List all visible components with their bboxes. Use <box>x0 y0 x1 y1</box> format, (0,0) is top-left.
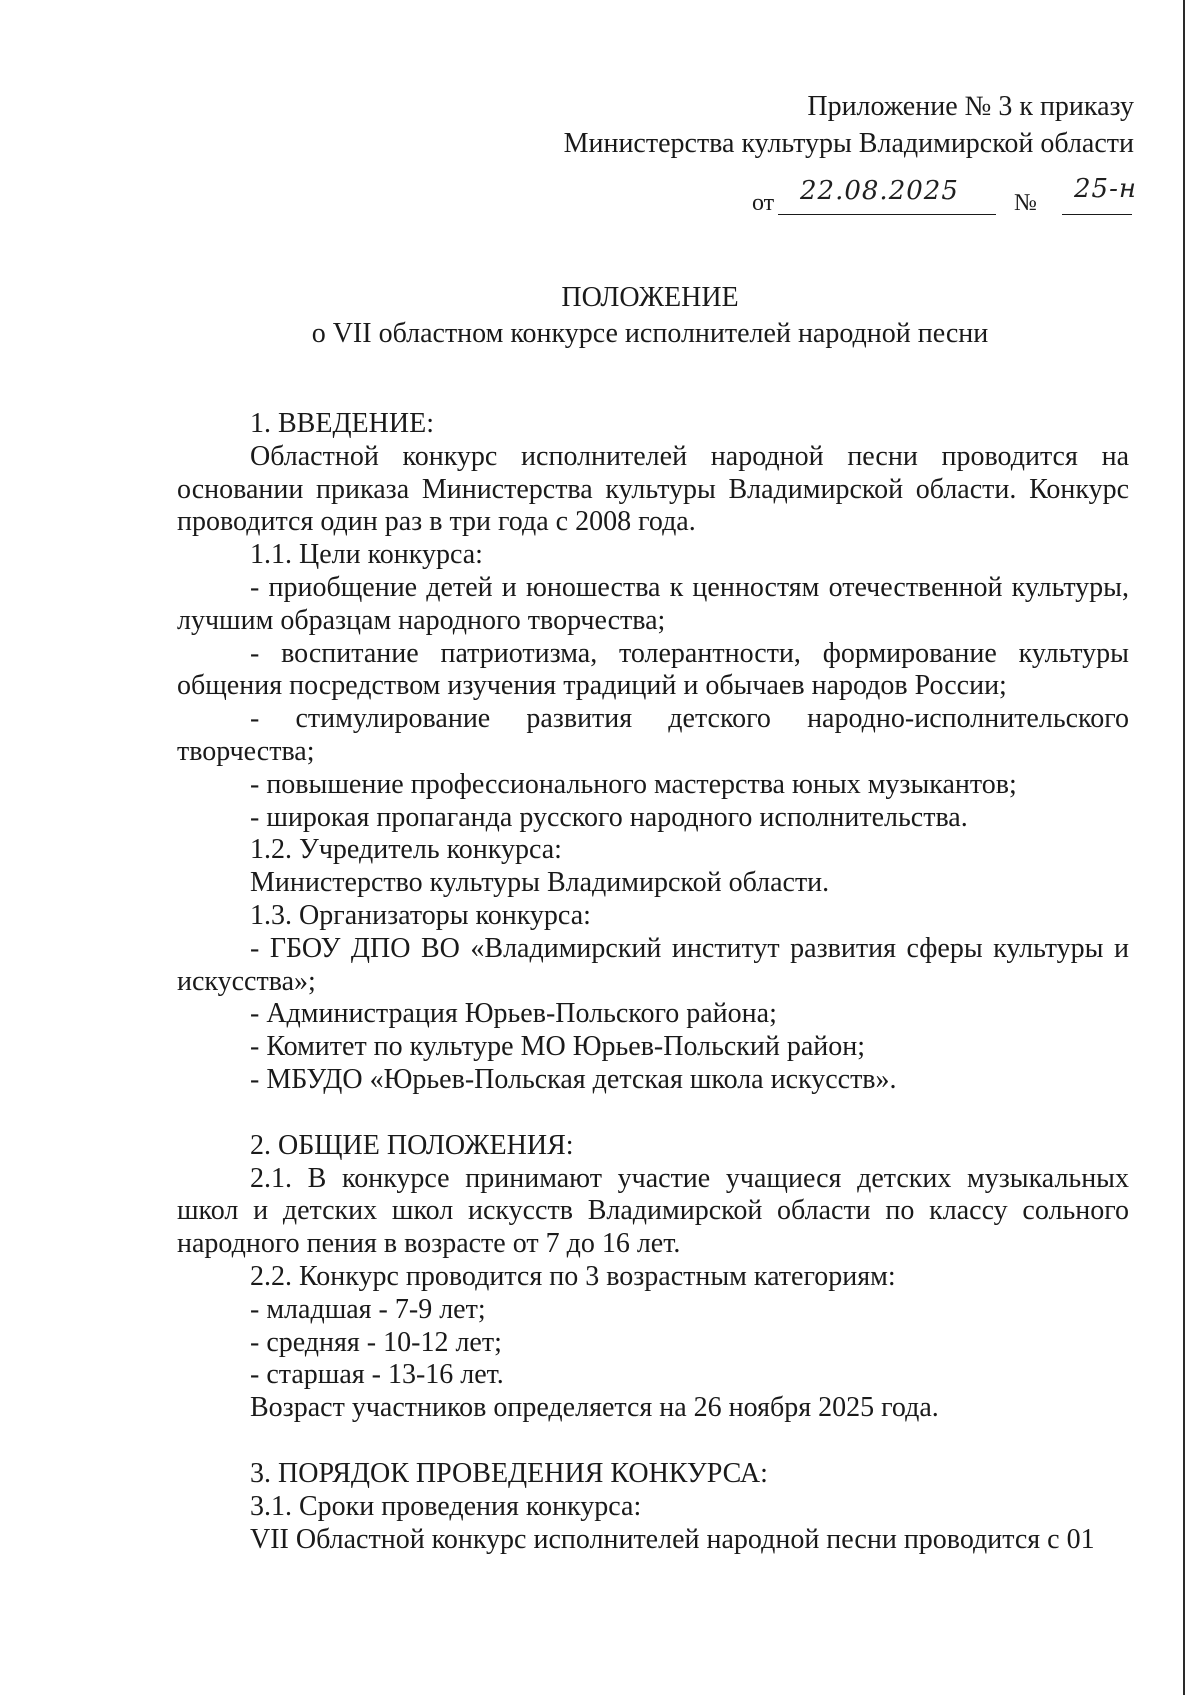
section-spacer <box>177 1425 1129 1458</box>
title-main: ПОЛОЖЕНИЕ <box>561 282 739 313</box>
order-date-number-line <box>752 174 1152 220</box>
section-2-paragraph-1: 2.1. В конкурсе принимают участие учащиеся детских музыкальных школ и детских школ искусств Владимирской области по классу сольного народного пения в возрасте от 7 до 16 лет. <box>177 1162 1129 1260</box>
number-label: № <box>1014 190 1037 216</box>
age-category-item: - младшая - 7-9 лет; <box>250 1293 486 1325</box>
age-category-item: - старшая - 13-16 лет. <box>250 1359 504 1391</box>
section-3-heading: 3. ПОРЯДОК ПРОВЕДЕНИЯ КОНКУРСА: <box>250 1457 768 1489</box>
goal-item: - воспитание патриотизма, толерантности, формирование культуры общения посредством изучения традиций и обычаев народов России; <box>177 637 1129 702</box>
goal-item: - приобщение детей и юношества к ценностям отечественной культуры, лучшим образцам народного творчества; <box>177 571 1129 636</box>
age-category-item: - средняя - 10-12 лет; <box>250 1326 502 1358</box>
section-1-intro: Областной конкурс исполнителей народной песни проводится на основании приказа Министерства культуры Владимирской области. Конкурс проводится один раз в три года с 2008 года. <box>177 440 1129 538</box>
scan-edge-line <box>1183 0 1185 1695</box>
section-3-paragraph-2: VII Областной конкурс исполнителей народной песни проводится с 01 <box>250 1523 1095 1555</box>
number-underline <box>1062 214 1132 215</box>
goals-heading: 1.1. Цели конкурса: <box>250 539 483 571</box>
appendix-line-1: Приложение № 3 к приказу <box>807 91 1134 122</box>
date-underline <box>778 214 996 215</box>
organizer-item: - ГБОУ ДПО ВО «Владимирский институт развития сферы культуры и искусства»; <box>177 932 1129 997</box>
goal-item: - широкая пропаганда русского народного исполнительства. <box>250 801 968 833</box>
organizer-item: - МБУДО «Юрьев-Польская детская школа искусств». <box>250 1063 897 1095</box>
appendix-line-2: Министерства культуры Владимирской области <box>563 128 1134 159</box>
goal-item: - стимулирование развития детского народно-исполнительского творчества; <box>177 703 1129 767</box>
age-note: Возраст участников определяется на 26 ноября 2025 года. <box>250 1392 939 1424</box>
handwritten-date: 22.08.2025 <box>800 176 959 206</box>
goal-item: - повышение профессионального мастерства юных музыкантов; <box>250 768 1017 800</box>
appendix-header <box>564 88 1134 162</box>
section-spacer <box>177 1097 1129 1130</box>
section-2-paragraph-2: 2.2. Конкурс проводится по 3 возрастным категориям: <box>250 1260 896 1292</box>
handwritten-number: 25-н <box>1074 174 1137 204</box>
organizers-heading: 1.3. Организаторы конкурса: <box>250 899 591 931</box>
organizer-item: - Администрация Юрьев-Польского района; <box>250 998 777 1030</box>
document-body <box>177 408 1129 1556</box>
ot-label: от <box>752 190 775 216</box>
document-title <box>160 280 1140 352</box>
section-3-paragraph-1: 3.1. Сроки проведения конкурса: <box>250 1490 642 1522</box>
section-1-heading: 1. ВВЕДЕНИЕ: <box>250 408 434 439</box>
founder-heading: 1.2. Учредитель конкурса: <box>250 834 562 866</box>
organizer-item: - Комитет по культуре МО Юрьев-Польский район; <box>250 1031 866 1063</box>
founder-text: Министерство культуры Владимирской области. <box>250 867 830 899</box>
title-subtitle: о VII областном конкурсе исполнителей народной песни <box>311 318 989 349</box>
section-2-heading: 2. ОБЩИЕ ПОЛОЖЕНИЯ: <box>250 1129 574 1161</box>
